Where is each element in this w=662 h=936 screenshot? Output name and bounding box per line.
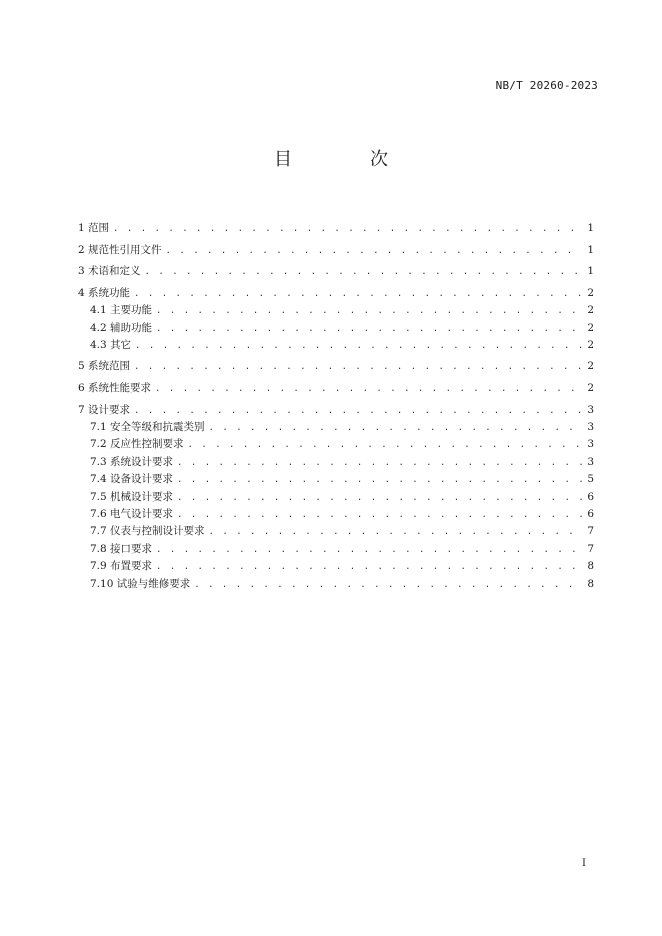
toc-entry[interactable] [78,419,594,436]
dot-leader [156,542,582,559]
toc-entry[interactable] [78,436,594,453]
dot-leader [177,455,582,472]
toc-entry-label: 系统功能 [88,286,131,299]
toc-entry-page: 3 [587,455,594,468]
toc-entry-label: 范围 [88,222,110,234]
toc-entry-page: 2 [587,304,594,317]
toc-entry-page: 2 [587,382,594,395]
document-code: NB/T 20260-2023 [495,79,598,92]
toc-entry[interactable] [78,506,594,523]
toc-entry[interactable] [78,358,594,375]
toc-entry[interactable] [78,320,594,337]
dot-leader [156,559,582,576]
toc-entry-label: 反应性控制要求 [110,438,184,451]
dot-leader [113,221,582,238]
toc-entry-number: 7.8 [90,542,107,555]
toc-entry-page: 6 [587,490,594,503]
toc-entry-page: 3 [587,438,594,451]
toc-entry-label: 电气设计要求 [110,507,174,520]
toc-entry[interactable] [78,402,594,419]
toc-entry[interactable] [78,302,594,319]
toc-entry-number: 7.4 [90,473,107,486]
toc-entry[interactable] [78,471,594,488]
toc-entry-number: 4.1 [90,304,107,317]
dot-leader [155,381,582,398]
toc-entry-page: 2 [587,338,594,351]
page-number: I [582,858,586,869]
toc-entry-label: 术语和定义 [88,265,141,278]
toc-entry-number: 7.7 [90,525,107,538]
toc-title: 目 次 [274,149,418,170]
dot-leader [209,524,582,541]
toc-entry-number: 7.10 [90,577,114,590]
dot-leader [134,359,582,376]
toc-entry[interactable] [78,489,594,506]
toc-entry-label: 设备设计要求 [110,473,174,486]
toc-entry-number: 2 [78,243,85,256]
toc-entry-label: 辅助功能 [110,321,153,334]
toc-entry-number: 6 [78,382,85,395]
toc-entry-label: 其它 [110,338,132,351]
toc-entry-page: 2 [587,286,594,299]
toc-entry-label: 主要功能 [110,304,153,317]
toc-entry-label: 安全等级和抗震类别 [110,421,205,434]
toc-entry-page: 3 [587,421,594,434]
toc-entry-page: 1 [587,265,594,278]
toc-entry-label: 系统范围 [88,360,131,373]
dot-leader [166,243,582,260]
toc-entry-label: 系统性能要求 [88,382,152,395]
toc-entry-number: 4.2 [90,321,107,334]
toc-entry-page: 3 [587,403,594,416]
toc-entry-page: 1 [587,243,594,256]
toc-entry-label: 系统设计要求 [110,455,174,468]
toc-entry[interactable] [78,523,594,540]
toc-entry-number: 5 [78,360,85,373]
toc-entry-label: 仪表与控制设计要求 [110,525,205,538]
toc-entry-page: 7 [587,525,594,538]
toc-entry-page: 6 [587,507,594,520]
toc-entry-label: 试验与维修要求 [116,577,191,590]
dot-leader [177,490,582,507]
toc-entry[interactable] [78,220,594,237]
toc-entry-page: 7 [587,542,594,555]
toc-entry-number: 7.9 [90,560,107,573]
toc-entry-label: 机械设计要求 [110,490,174,503]
toc-entry[interactable] [78,576,594,593]
toc-entry-page: 5 [587,473,594,486]
toc-entry-page: 8 [587,577,594,590]
toc-entry-page: 2 [587,321,594,334]
toc-entry[interactable] [78,454,594,471]
dot-leader [177,472,582,489]
toc-entry-number: 7.6 [90,507,107,520]
dot-leader [188,437,582,454]
toc-entry-number: 4 [78,286,85,299]
toc-entry-page: 2 [587,360,594,373]
dot-leader [156,321,582,338]
toc-entry[interactable] [78,263,594,280]
toc-entry-page: 1 [587,222,594,234]
dot-leader [156,303,582,320]
toc-entry[interactable] [78,285,594,302]
table-of-contents [78,220,594,593]
dot-leader [134,403,582,420]
toc-entry-label: 接口要求 [110,542,153,555]
dot-leader [134,286,582,303]
toc-entry[interactable] [78,242,594,259]
toc-entry-number: 7 [78,403,85,416]
toc-entry-label: 规范性引用文件 [88,243,162,256]
toc-entry-number: 7.3 [90,455,107,468]
toc-entry-number: 4.3 [90,338,107,351]
toc-entry[interactable] [78,337,594,354]
toc-entry-number: 1 [78,222,85,234]
toc-entry-number: 7.2 [90,438,107,451]
toc-entry[interactable] [78,558,594,575]
dot-leader [194,577,582,594]
dot-leader [135,338,582,355]
toc-entry-label: 布置要求 [110,560,153,573]
toc-entry-page: 8 [587,560,594,573]
toc-entry[interactable] [78,541,594,558]
dot-leader [209,420,582,437]
dot-leader [145,264,582,281]
toc-entry-number: 7.5 [90,490,107,503]
dot-leader [177,507,582,524]
toc-entry-label: 设计要求 [88,403,131,416]
toc-entry-number: 7.1 [90,421,107,434]
toc-entry[interactable] [78,380,594,397]
toc-entry-number: 3 [78,265,85,278]
